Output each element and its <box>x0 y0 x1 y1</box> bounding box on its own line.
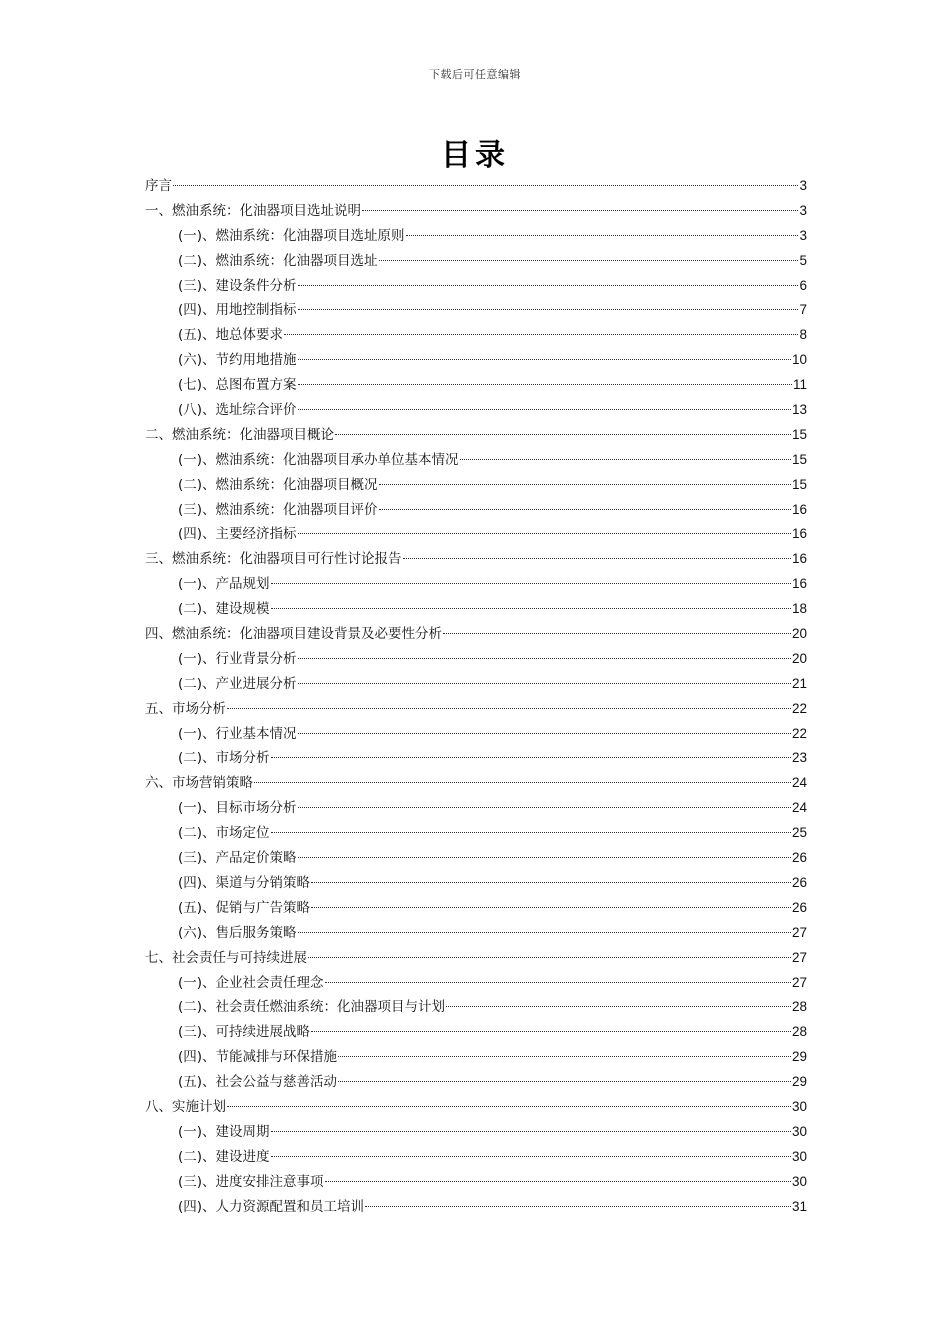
toc-entry[interactable] <box>145 921 807 946</box>
toc-leader-dots <box>227 708 791 709</box>
toc-entry-page-number: 22 <box>791 700 807 716</box>
toc-entry-page-number: 20 <box>791 650 807 666</box>
toc-entry[interactable] <box>145 1170 807 1195</box>
toc-entry-label: (二)、产业进展分析 <box>178 675 297 692</box>
toc-entry-label: (二)、市场分析 <box>178 750 270 767</box>
toc-leader-dots <box>271 608 791 609</box>
toc-entry[interactable] <box>145 722 807 747</box>
toc-entry-label: (八)、选址综合评价 <box>178 402 297 419</box>
toc-entry-page-number: 8 <box>799 327 807 343</box>
toc-entry-label: (三)、可持续进展战略 <box>178 1024 311 1041</box>
toc-entry-label: (四)、渠道与分销策略 <box>178 874 311 891</box>
toc-entry[interactable] <box>145 323 807 348</box>
toc-entry-label: 序言 <box>145 178 172 194</box>
toc-leader-dots <box>298 309 798 310</box>
table-of-contents <box>145 174 807 1219</box>
toc-leader-dots <box>379 484 791 485</box>
toc-leader-dots <box>271 1156 791 1157</box>
toc-entry-label: (一)、燃油系统：化油器项目选址原则 <box>178 227 405 244</box>
toc-entry[interactable] <box>145 821 807 846</box>
toc-entry-label: 一、燃油系统：化油器项目选址说明 <box>145 202 361 219</box>
toc-entry-label: 五、市场分析 <box>145 700 226 717</box>
toc-entry[interactable] <box>145 672 807 697</box>
toc-entry-label: (三)、产品定价策略 <box>178 850 297 867</box>
toc-entry-page-number: 29 <box>791 1074 807 1090</box>
toc-entry[interactable] <box>145 1020 807 1045</box>
toc-leader-dots <box>298 409 791 410</box>
toc-entry-page-number: 3 <box>799 178 807 193</box>
toc-entry[interactable] <box>145 174 807 199</box>
toc-leader-dots <box>335 434 791 435</box>
toc-entry-page-number: 22 <box>791 725 807 741</box>
toc-entry-label: (三)、建设条件分析 <box>178 277 297 294</box>
toc-entry-label: (一)、企业社会责任理念 <box>178 974 324 991</box>
toc-leader-dots <box>284 334 798 335</box>
toc-entry-label: (二)、燃油系统：化油器项目选址 <box>178 252 378 269</box>
toc-entry-label: (四)、主要经济指标 <box>178 526 297 543</box>
toc-entry-page-number: 6 <box>799 277 807 293</box>
toc-entry-page-number: 3 <box>799 227 807 243</box>
toc-entry-page-number: 18 <box>791 601 807 617</box>
toc-entry-page-number: 29 <box>791 1049 807 1065</box>
toc-entry-page-number: 23 <box>791 750 807 766</box>
toc-entry[interactable] <box>145 249 807 274</box>
toc-entry-page-number: 28 <box>791 1024 807 1040</box>
toc-entry-page-number: 28 <box>791 999 807 1015</box>
toc-entry[interactable] <box>145 274 807 299</box>
toc-entry[interactable] <box>145 1120 807 1145</box>
toc-entry[interactable] <box>145 746 807 771</box>
toc-entry-page-number: 26 <box>791 850 807 866</box>
toc-entry[interactable] <box>145 1070 807 1095</box>
toc-entry[interactable] <box>145 1045 807 1070</box>
toc-entry-page-number: 7 <box>799 302 807 318</box>
toc-entry-label: (四)、用地控制指标 <box>178 302 297 319</box>
toc-entry-page-number: 27 <box>791 924 807 940</box>
toc-entry-label: (四)、人力资源配置和员工培训 <box>178 1198 365 1215</box>
toc-entry[interactable] <box>145 373 807 398</box>
toc-entry[interactable] <box>145 871 807 896</box>
toc-entry-label: (二)、燃油系统：化油器项目概况 <box>178 476 378 493</box>
toc-entry-label: (一)、行业背景分析 <box>178 650 297 667</box>
toc-entry[interactable] <box>145 1095 807 1120</box>
toc-entry[interactable] <box>145 597 807 622</box>
toc-entry-label: 八、实施计划 <box>145 1098 226 1115</box>
toc-entry-page-number: 30 <box>791 1098 807 1114</box>
header-note: 下载后可任意编辑 <box>429 68 521 81</box>
toc-entry[interactable] <box>145 622 807 647</box>
toc-entry-page-number: 16 <box>791 551 807 567</box>
toc-entry-page-number: 3 <box>799 202 807 218</box>
toc-leader-dots <box>338 1056 791 1057</box>
toc-leader-dots <box>298 658 791 659</box>
toc-leader-dots <box>173 185 798 186</box>
toc-leader-dots <box>298 359 791 360</box>
toc-entry[interactable] <box>145 946 807 971</box>
toc-leader-dots <box>311 882 791 883</box>
toc-entry[interactable] <box>145 995 807 1020</box>
toc-entry[interactable] <box>145 199 807 224</box>
toc-leader-dots <box>308 957 791 958</box>
toc-leader-dots <box>298 285 798 286</box>
toc-entry-label: 三、燃油系统：化油器项目可行性讨论报告 <box>145 551 402 568</box>
toc-entry-page-number: 30 <box>791 1173 807 1189</box>
toc-entry[interactable] <box>145 298 807 323</box>
toc-entry-label: (三)、燃油系统：化油器项目评价 <box>178 501 378 518</box>
toc-entry-label: (四)、节能减排与环保措施 <box>178 1049 338 1066</box>
toc-leader-dots <box>298 533 791 534</box>
toc-entry[interactable] <box>145 572 807 597</box>
toc-leader-dots <box>298 683 791 684</box>
toc-entry-label: (五)、地总体要求 <box>178 327 284 344</box>
toc-leader-dots <box>227 1106 791 1107</box>
toc-entry-label: 二、燃油系统：化油器项目概论 <box>145 426 334 443</box>
toc-entry-page-number: 15 <box>791 426 807 442</box>
toc-entry[interactable] <box>145 473 807 498</box>
toc-entry-page-number: 15 <box>791 451 807 467</box>
toc-leader-dots <box>443 633 791 634</box>
toc-entry-page-number: 25 <box>791 825 807 841</box>
toc-entry-page-number: 26 <box>791 899 807 915</box>
page-title: 目录 <box>441 138 509 173</box>
toc-entry-page-number: 15 <box>791 476 807 492</box>
toc-entry-page-number: 26 <box>791 874 807 890</box>
toc-entry-page-number: 24 <box>791 775 807 791</box>
toc-entry-label: 七、社会责任与可持续进展 <box>145 949 307 966</box>
toc-entry-page-number: 30 <box>791 1123 807 1139</box>
toc-leader-dots <box>254 782 791 783</box>
toc-leader-dots <box>311 1031 791 1032</box>
toc-entry-label: (二)、社会责任燃油系统：化油器项目与计划 <box>178 999 446 1016</box>
toc-leader-dots <box>271 832 791 833</box>
toc-entry-label: (一)、建设周期 <box>178 1123 270 1140</box>
toc-entry[interactable] <box>145 697 807 722</box>
toc-leader-dots <box>446 1006 791 1007</box>
toc-entry[interactable] <box>145 971 807 996</box>
toc-entry-page-number: 10 <box>791 352 807 368</box>
toc-entry-label: 四、燃油系统：化油器项目建设背景及必要性分析 <box>145 626 442 643</box>
toc-entry-page-number: 5 <box>799 252 807 268</box>
toc-leader-dots <box>403 558 791 559</box>
toc-entry[interactable] <box>145 498 807 523</box>
toc-entry-label: (二)、市场定位 <box>178 825 270 842</box>
toc-entry-label: 六、市场营销策略 <box>145 775 253 792</box>
toc-entry[interactable] <box>145 647 807 672</box>
toc-entry-label: (五)、社会公益与慈善活动 <box>178 1074 338 1091</box>
toc-leader-dots <box>298 932 791 933</box>
toc-entry-page-number: 13 <box>791 402 807 418</box>
toc-leader-dots <box>271 757 791 758</box>
toc-entry[interactable] <box>145 547 807 572</box>
toc-entry-label: (七)、总图布置方案 <box>178 377 297 394</box>
toc-entry-label: (二)、建设进度 <box>178 1148 270 1165</box>
toc-entry[interactable] <box>145 423 807 448</box>
toc-entry-page-number: 21 <box>791 675 807 691</box>
toc-entry[interactable] <box>145 771 807 796</box>
toc-entry[interactable] <box>145 522 807 547</box>
toc-leader-dots <box>325 1181 791 1182</box>
toc-entry-label: (一)、燃油系统：化油器项目承办单位基本情况 <box>178 451 459 468</box>
toc-leader-dots <box>379 260 798 261</box>
toc-leader-dots <box>298 733 791 734</box>
toc-entry-label: (三)、进度安排注意事项 <box>178 1173 324 1190</box>
toc-entry-label: (一)、目标市场分析 <box>178 800 297 817</box>
toc-entry[interactable] <box>145 348 807 373</box>
toc-entry-label: (二)、建设规模 <box>178 601 270 618</box>
toc-entry[interactable] <box>145 796 807 821</box>
toc-leader-dots <box>325 982 791 983</box>
toc-leader-dots <box>311 907 791 908</box>
toc-entry-page-number: 16 <box>791 576 807 592</box>
toc-entry-page-number: 11 <box>792 377 807 393</box>
toc-entry-page-number: 20 <box>791 626 807 642</box>
toc-entry-label: (一)、行业基本情况 <box>178 725 297 742</box>
toc-entry[interactable] <box>145 224 807 249</box>
toc-leader-dots <box>406 235 798 236</box>
toc-entry-page-number: 27 <box>791 974 807 990</box>
toc-leader-dots <box>365 1206 791 1207</box>
toc-leader-dots <box>338 1081 791 1082</box>
toc-leader-dots <box>271 583 791 584</box>
toc-entry-label: (六)、售后服务策略 <box>178 924 297 941</box>
toc-entry-page-number: 27 <box>791 949 807 965</box>
toc-entry-page-number: 16 <box>791 526 807 542</box>
toc-leader-dots <box>271 1131 791 1132</box>
toc-entry-page-number: 16 <box>791 501 807 517</box>
toc-entry[interactable] <box>145 1195 807 1220</box>
toc-entry[interactable] <box>145 846 807 871</box>
toc-entry-label: (五)、促销与广告策略 <box>178 899 311 916</box>
toc-leader-dots <box>298 384 792 385</box>
toc-leader-dots <box>460 459 791 460</box>
toc-leader-dots <box>298 857 791 858</box>
toc-leader-dots <box>362 210 798 211</box>
toc-entry-page-number: 24 <box>791 800 807 816</box>
toc-leader-dots <box>379 509 791 510</box>
toc-entry-page-number: 31 <box>791 1198 807 1214</box>
toc-entry-label: (一)、产品规划 <box>178 576 270 593</box>
toc-entry[interactable] <box>145 448 807 473</box>
toc-entry[interactable] <box>145 1145 807 1170</box>
toc-leader-dots <box>298 807 791 808</box>
toc-entry[interactable] <box>145 896 807 921</box>
toc-entry-page-number: 30 <box>791 1148 807 1164</box>
toc-entry[interactable] <box>145 398 807 423</box>
toc-entry-label: (六)、节约用地措施 <box>178 352 297 369</box>
